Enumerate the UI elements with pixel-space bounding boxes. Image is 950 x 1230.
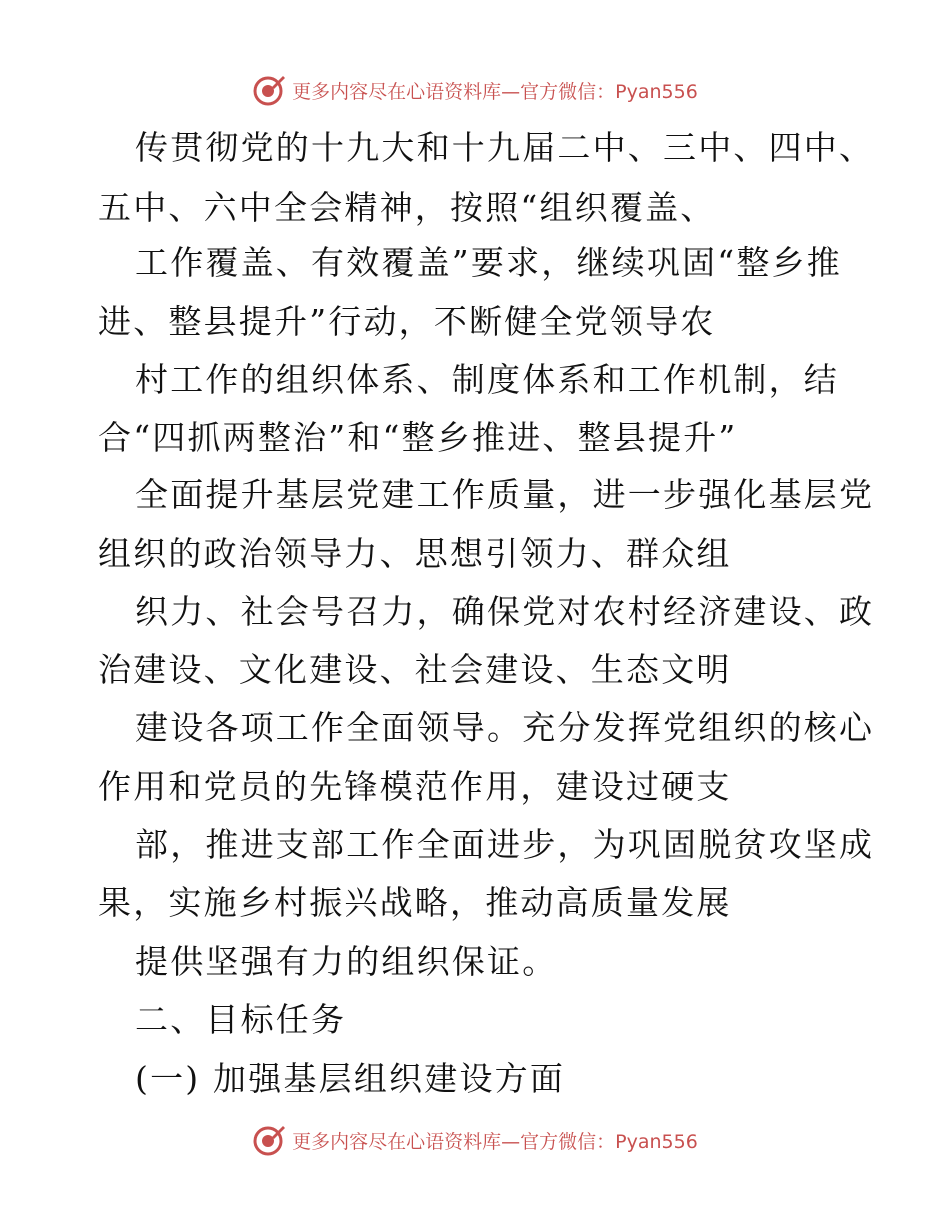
pen-logo-icon	[252, 73, 286, 107]
body-line: 全面提升基层党建工作质量，进一步强化基层党	[135, 475, 875, 514]
pen-logo-icon	[252, 1123, 286, 1157]
watermark-text: 更多内容尽在心语资料库—官方微信：Pyan556	[292, 1130, 698, 1153]
watermark-header	[0, 70, 950, 110]
body-line: 传贯彻党的十九大和十九届二中、三中、四中、	[135, 128, 875, 167]
body-line: 合“四抓两整治”和“整乡推进、整县提升”	[98, 418, 738, 457]
body-line: 部，推进支部工作全面进步，为巩固脱贫攻坚成	[135, 825, 875, 864]
body-line: 作用和党员的先锋模范作用，建设过硬支	[98, 767, 732, 806]
body-line: 果，实施乡村振兴战略，推动高质量发展	[98, 883, 732, 922]
body-line: 村工作的组织体系、制度体系和工作机制，结	[135, 360, 839, 399]
body-line: 进、整县提升”行动，不断健全党领导农	[98, 302, 716, 341]
body-line: 组织的政治领导力、思想引领力、群众组	[98, 534, 732, 573]
body-line: 建设各项工作全面领导。充分发挥党组织的核心	[135, 708, 875, 747]
body-line: 织力、社会号召力，确保党对农村经济建设、政	[135, 592, 875, 631]
section-heading: 二、目标任务	[135, 1000, 347, 1039]
watermark-footer	[0, 1120, 950, 1160]
body-line: 治建设、文化建设、社会建设、生态文明	[98, 650, 732, 689]
subsection-heading: (一) 加强基层组织建设方面	[135, 1059, 566, 1098]
body-line: 工作覆盖、有效覆盖”要求，继续巩固“整乡推	[135, 243, 842, 282]
body-line: 提供坚强有力的组织保证。	[135, 942, 558, 981]
watermark-text: 更多内容尽在心语资料库—官方微信：Pyan556	[292, 80, 698, 103]
body-line: 五中、六中全会精神，按照“组织覆盖、	[98, 188, 716, 227]
